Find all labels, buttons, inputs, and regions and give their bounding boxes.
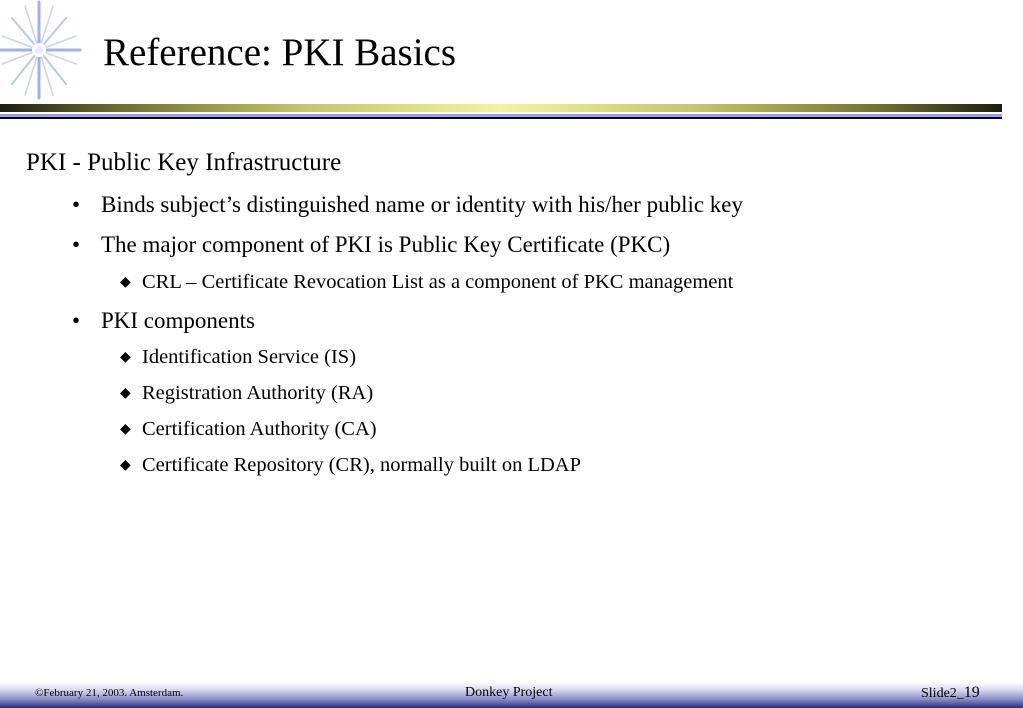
bullet-text: The major component of PKI is Public Key Certificate (PKC) <box>101 232 671 257</box>
slide-title: Reference: PKI Basics <box>103 31 457 74</box>
bullet-text: Binds subject’s distinguished name or identity with his/her public key <box>101 192 744 217</box>
bullet-text: PKI components <box>101 308 255 333</box>
sub-bullet-text: Identification Service (IS) <box>142 346 357 368</box>
diamond-bullet-icon: ◆ <box>120 275 131 290</box>
diamond-bullet-icon: ◆ <box>120 386 131 401</box>
sub-bullet-item <box>120 417 377 442</box>
diamond-bullet-icon: ◆ <box>120 350 131 365</box>
slide-number-value: 19 <box>963 684 980 701</box>
sub-bullet-text: Certification Authority (CA) <box>142 418 377 440</box>
diamond-bullet-icon: ◆ <box>120 422 131 437</box>
footer-project: Donkey Project <box>465 685 553 700</box>
body-heading: PKI - Public Key Infrastructure <box>26 149 342 176</box>
sub-bullet-item <box>120 345 356 370</box>
star-burst-icon <box>0 0 82 104</box>
bullet-item <box>72 191 743 219</box>
diamond-bullet-icon: ◆ <box>120 458 131 473</box>
sub-bullet-text: Certificate Repository (CR), normally built on LDAP <box>142 454 581 476</box>
bullet-item <box>72 307 255 335</box>
slide-number <box>921 685 980 702</box>
title-rule-black <box>0 117 1002 119</box>
slide-number-prefix: Slide2_ <box>921 686 964 701</box>
bullet-dot-icon: • <box>72 192 81 217</box>
sub-bullet-text: CRL – Certificate Revocation List as a component of PKC management <box>142 271 734 293</box>
footer-date: ©February 21, 2003. Amsterdam. <box>35 687 184 699</box>
bullet-item <box>72 231 670 259</box>
sub-bullet-item <box>120 270 733 295</box>
sub-bullet-item <box>120 381 373 406</box>
bullet-dot-icon: • <box>72 308 81 333</box>
sub-bullet-item <box>120 453 581 478</box>
bullet-dot-icon: • <box>72 232 81 257</box>
sub-bullet-text: Registration Authority (RA) <box>142 382 374 404</box>
title-gradient-bar <box>0 104 1002 112</box>
